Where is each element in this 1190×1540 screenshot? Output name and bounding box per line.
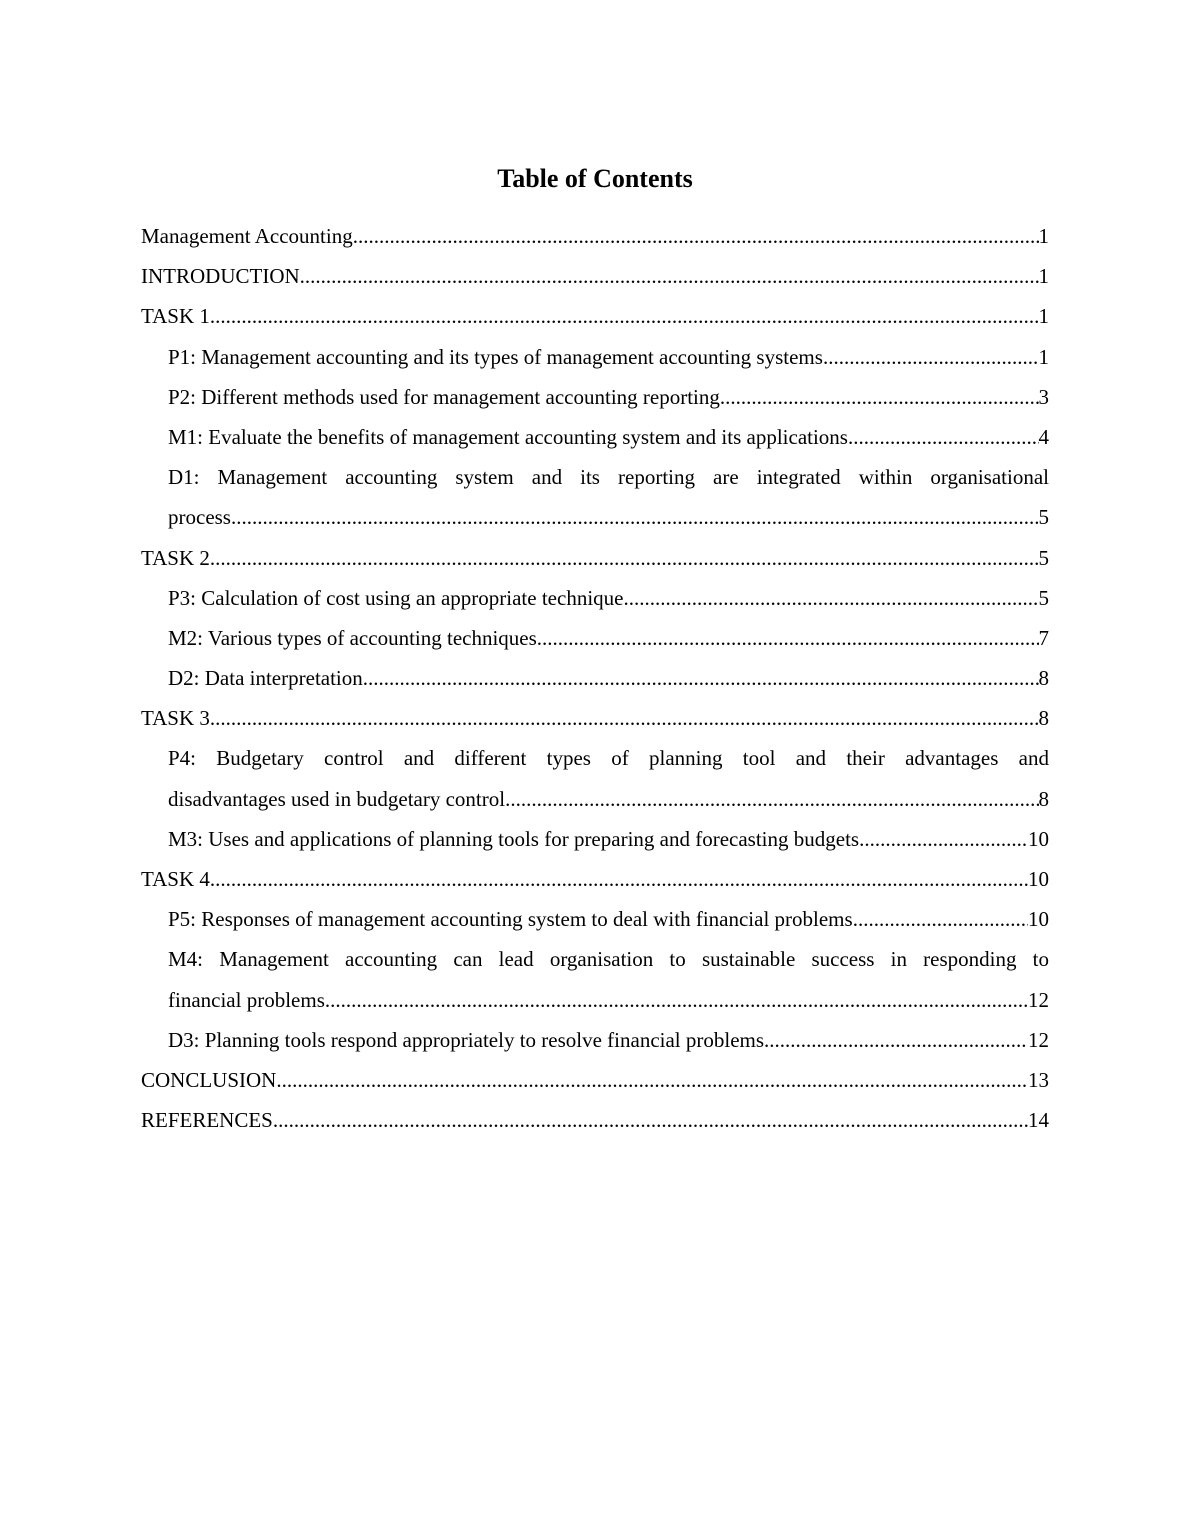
toc-entry-line [168,1020,1049,1060]
dot-leader [764,1020,1028,1060]
toc-page-number: 3 [1038,384,1049,409]
toc-entry[interactable] [141,457,1049,537]
toc-entry[interactable] [141,618,1049,658]
toc-page-number: 8 [1038,706,1049,731]
toc-page-number: 4 [1038,424,1049,449]
toc-entry-line [168,497,1049,537]
toc-entry-line [168,417,1049,457]
toc-entry[interactable] [141,738,1049,818]
toc-entry[interactable] [141,578,1049,618]
toc-page-number: 13 [1028,1067,1049,1092]
dot-leader [231,497,1039,537]
toc-page-number: 10 [1028,867,1049,891]
dot-leader [273,1100,1028,1140]
toc-entry[interactable] [141,216,1049,256]
toc-page-number: 10 [1028,907,1049,932]
dot-leader [848,417,1039,457]
dot-leader [537,618,1039,658]
toc-entry-text: M1: Evaluate the benefits of management accounting system and its applications [168,424,848,449]
toc-page-number: 1 [1038,264,1049,289]
toc-entry-line [141,1100,1049,1140]
toc-entry-text: P1: Management accounting and its types of management accounting systems [168,344,823,369]
toc-title: Table of Contents [497,164,693,193]
toc-page-number: 5 [1038,505,1049,530]
toc-page-number: 1 [1038,304,1049,329]
toc-entry-line [168,980,1049,1020]
toc-entry[interactable] [141,1100,1049,1140]
toc-list [141,216,1049,1140]
toc-page-number: 10 [1028,826,1049,851]
toc-entry-text: P2: Different methods used for management accounting reporting [168,384,720,409]
toc-entry-text: CONCLUSION [141,1067,277,1092]
toc-entry-line [168,658,1049,698]
dot-leader [823,337,1039,377]
toc-entry[interactable] [141,899,1049,939]
toc-entry-text: M3: Uses and applications of planning tools for preparing and forecasting budgets [168,826,860,851]
toc-entry-line [168,377,1049,417]
dot-leader [276,1060,1028,1100]
toc-entry-text: disadvantages used in budgetary control [168,786,506,811]
dot-leader [210,698,1039,738]
toc-entry[interactable] [141,296,1049,336]
toc-entry-text: TASK 4 [141,867,210,891]
toc-entry-text: M2: Various types of accounting techniques [168,625,537,650]
dot-leader [363,658,1039,698]
toc-entry-line [168,337,1049,377]
toc-entry-text: financial problems [168,987,325,1012]
toc-entry[interactable] [141,1060,1049,1100]
toc-page-number: 1 [1038,224,1049,248]
toc-entry-line [141,296,1049,336]
dot-leader [210,538,1039,578]
toc-entry-line [141,216,1049,256]
toc-entry-text: TASK 1 [141,304,210,329]
toc-entry[interactable] [141,819,1049,859]
toc-entry[interactable] [141,377,1049,417]
toc-entry-text: P3: Calculation of cost using an appropriate technique [168,585,624,610]
toc-entry[interactable] [141,698,1049,738]
dot-leader [720,377,1039,417]
toc-entry-text: process [168,505,231,530]
toc-entry[interactable] [141,939,1049,1019]
toc-entry-line [168,618,1049,658]
toc-entry-line [141,256,1049,296]
dot-leader [623,578,1038,618]
toc-entry-line [141,538,1049,578]
toc-page-number: 8 [1038,666,1049,691]
toc-entry-text: D2: Data interpretation [168,666,363,691]
toc-page-number: 8 [1038,786,1049,811]
toc-entry-text: TASK 2 [141,545,210,570]
toc-entry[interactable] [141,859,1049,899]
toc-entry-line [168,779,1049,819]
dot-leader [210,859,1028,899]
toc-page-number: 12 [1028,1027,1049,1052]
toc-page-number: 12 [1028,987,1049,1012]
dot-leader [353,216,1039,256]
toc-entry-text: D3: Planning tools respond appropriately to resolve financial problems [168,1027,765,1052]
toc-page-number: 14 [1028,1108,1049,1133]
toc-entry[interactable] [141,417,1049,457]
dot-leader [853,899,1028,939]
toc-page-number: 5 [1038,585,1049,610]
dot-leader [210,296,1039,336]
toc-entry-line [168,819,1049,859]
dot-leader [325,980,1028,1020]
toc-entry-text: Management Accounting [141,224,353,248]
dot-leader [859,819,1028,859]
toc-entry-text-line: P4: Budgetary control and different types of planning tool and their advantages and [168,746,1049,771]
toc-entry-line [141,859,1049,899]
toc-entry[interactable] [141,1020,1049,1060]
toc-entry-text-line: D1: Management accounting system and its reporting are integrated within organisational [168,465,1049,490]
toc-page-number: 7 [1038,625,1049,650]
toc-entry-text: INTRODUCTION [141,264,300,289]
toc-entry-line [141,1060,1049,1100]
toc-entry-line [141,698,1049,738]
toc-entry-text-line: M4: Management accounting can lead organisation to sustainable success in responding to [168,947,1049,972]
toc-entry[interactable] [141,256,1049,296]
toc-entry[interactable] [141,538,1049,578]
toc-entry[interactable] [141,337,1049,377]
toc-entry-line [168,899,1049,939]
toc-entry-line [168,578,1049,618]
toc-page-number: 1 [1038,344,1049,369]
toc-entry-text: TASK 3 [141,706,210,731]
toc-entry-text: REFERENCES [141,1108,273,1133]
dot-leader [300,256,1039,296]
toc-page-number: 5 [1038,545,1049,570]
toc-entry[interactable] [141,658,1049,698]
dot-leader [505,779,1038,819]
toc-entry-text: P5: Responses of management accounting system to deal with financial problems [168,907,853,932]
